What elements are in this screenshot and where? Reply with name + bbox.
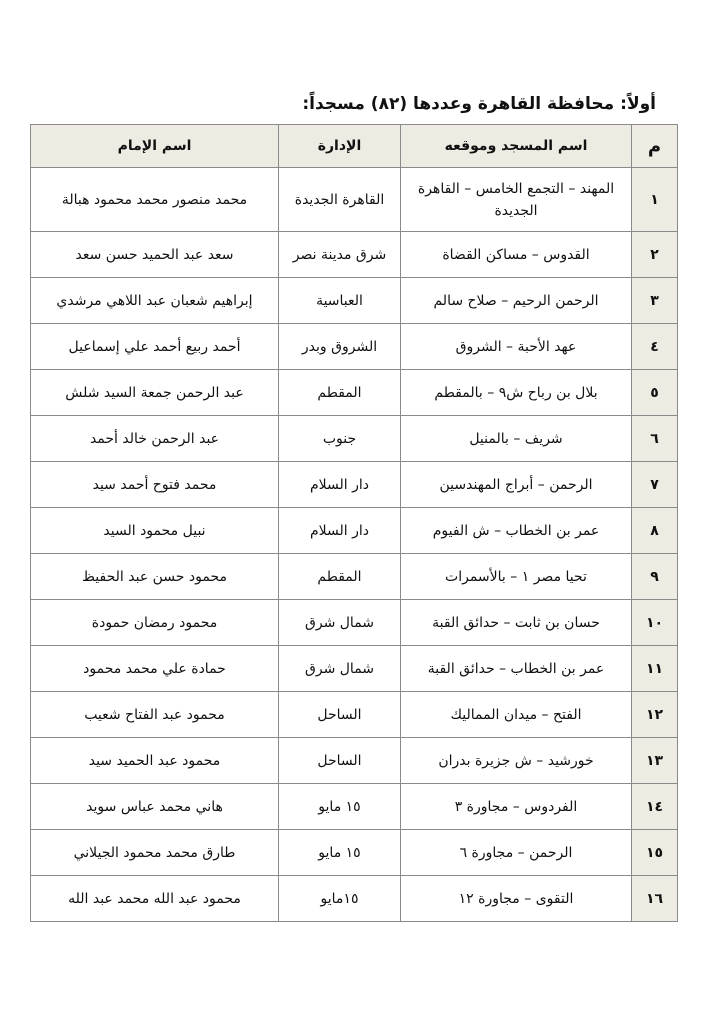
imam-name: محمود رمضان حمودة <box>31 600 279 646</box>
document-heading <box>30 92 656 116</box>
header-administration: الإدارة <box>279 125 401 168</box>
mosque-name: حسان بن ثابت – حدائق القبة <box>401 600 632 646</box>
row-number: ١٥ <box>632 830 678 876</box>
row-number: ٤ <box>632 324 678 370</box>
header-number: م <box>632 125 678 168</box>
administration-name: دار السلام <box>279 508 401 554</box>
heading-text: محافظة القاهرة وعددها (٨٢) مسجداً: <box>302 94 615 114</box>
mosque-name: خورشيد – ش جزيرة بدران <box>401 738 632 784</box>
table-row <box>31 784 678 830</box>
row-number: ١٣ <box>632 738 678 784</box>
table-row <box>31 232 678 278</box>
imam-name: محمد فتوح أحمد سيد <box>31 462 279 508</box>
imam-name: طارق محمد محمود الجيلاني <box>31 830 279 876</box>
row-number: ٣ <box>632 278 678 324</box>
mosque-name: الرحمن – أبراج المهندسين <box>401 462 632 508</box>
imam-name: هاني محمد عباس سويد <box>31 784 279 830</box>
table-row <box>31 692 678 738</box>
table-row <box>31 554 678 600</box>
administration-name: المقطم <box>279 370 401 416</box>
table-row <box>31 278 678 324</box>
row-number: ١٤ <box>632 784 678 830</box>
mosque-name: بلال بن رباح ش٩ – بالمقطم <box>401 370 632 416</box>
table-row <box>31 508 678 554</box>
row-number: ٢ <box>632 232 678 278</box>
imam-name: محمد منصور محمد محمود هبالة <box>31 168 279 232</box>
mosque-name: عمر بن الخطاب – حدائق القبة <box>401 646 632 692</box>
table-row <box>31 168 678 232</box>
mosque-name: عهد الأحبة – الشروق <box>401 324 632 370</box>
table-row <box>31 370 678 416</box>
imam-name: عبد الرحمن خالد أحمد <box>31 416 279 462</box>
row-number: ٥ <box>632 370 678 416</box>
imam-name: محمود حسن عبد الحفيظ <box>31 554 279 600</box>
row-number: ١٠ <box>632 600 678 646</box>
mosque-name: التقوى – مجاورة ١٢ <box>401 876 632 922</box>
heading-lead: أولاً: <box>620 94 656 114</box>
administration-name: العباسية <box>279 278 401 324</box>
table-row <box>31 646 678 692</box>
header-mosque: اسم المسجد وموقعه <box>401 125 632 168</box>
mosque-name: الفتح – ميدان المماليك <box>401 692 632 738</box>
table-row <box>31 830 678 876</box>
mosques-table <box>30 124 678 922</box>
administration-name: ١٥مايو <box>279 876 401 922</box>
row-number: ١١ <box>632 646 678 692</box>
imam-name: محمود عبد الحميد سيد <box>31 738 279 784</box>
row-number: ١٢ <box>632 692 678 738</box>
table-row <box>31 600 678 646</box>
mosque-name: الرحمن – مجاورة ٦ <box>401 830 632 876</box>
administration-name: الساحل <box>279 692 401 738</box>
row-number: ٦ <box>632 416 678 462</box>
table-row <box>31 738 678 784</box>
imam-name: سعد عبد الحميد حسن سعد <box>31 232 279 278</box>
row-number: ١٦ <box>632 876 678 922</box>
mosque-name: عمر بن الخطاب – ش الفيوم <box>401 508 632 554</box>
administration-name: شمال شرق <box>279 646 401 692</box>
administration-name: شمال شرق <box>279 600 401 646</box>
mosque-name: المهند – التجمع الخامس – القاهرة الجديدة <box>401 168 632 232</box>
table-row <box>31 876 678 922</box>
table-row <box>31 462 678 508</box>
administration-name: جنوب <box>279 416 401 462</box>
imam-name: حمادة علي محمد محمود <box>31 646 279 692</box>
header-imam: اسم الإمام <box>31 125 279 168</box>
mosque-name: شريف – بالمنيل <box>401 416 632 462</box>
row-number: ٧ <box>632 462 678 508</box>
table-row <box>31 416 678 462</box>
imam-name: محمود عبد الله محمد عبد الله <box>31 876 279 922</box>
administration-name: الساحل <box>279 738 401 784</box>
administration-name: شرق مدينة نصر <box>279 232 401 278</box>
imam-name: إبراهيم شعبان عبد اللاهي مرشدي <box>31 278 279 324</box>
administration-name: دار السلام <box>279 462 401 508</box>
table-header-row <box>31 125 678 168</box>
administration-name: الشروق وبدر <box>279 324 401 370</box>
mosque-name: القدوس – مساكن القضاة <box>401 232 632 278</box>
administration-name: المقطم <box>279 554 401 600</box>
imam-name: نبيل محمود السيد <box>31 508 279 554</box>
table-row <box>31 324 678 370</box>
row-number: ٨ <box>632 508 678 554</box>
administration-name: القاهرة الجديدة <box>279 168 401 232</box>
imam-name: أحمد ربيع أحمد علي إسماعيل <box>31 324 279 370</box>
imam-name: عبد الرحمن جمعة السيد شلش <box>31 370 279 416</box>
administration-name: ١٥ مايو <box>279 830 401 876</box>
row-number: ١ <box>632 168 678 232</box>
mosque-name: الفردوس – مجاورة ٣ <box>401 784 632 830</box>
administration-name: ١٥ مايو <box>279 784 401 830</box>
mosque-name: الرحمن الرحيم – صلاح سالم <box>401 278 632 324</box>
imam-name: محمود عبد الفتاح شعيب <box>31 692 279 738</box>
mosque-name: تحيا مصر ١ – بالأسمرات <box>401 554 632 600</box>
row-number: ٩ <box>632 554 678 600</box>
